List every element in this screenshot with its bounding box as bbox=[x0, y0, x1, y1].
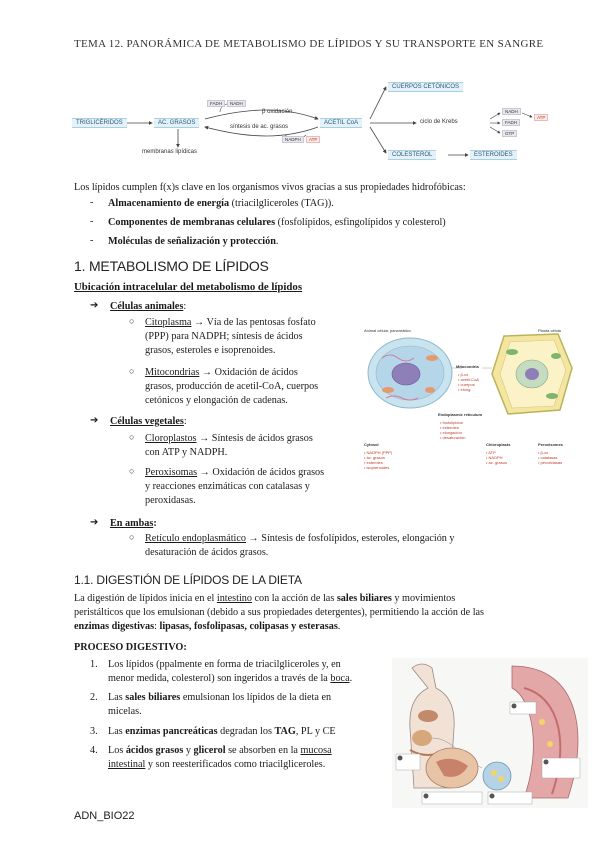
krebs-label: ciclo de Krebs bbox=[420, 119, 458, 125]
animal-cell-caption: Animal célula, pancreático bbox=[364, 328, 411, 333]
diagram-arrows bbox=[70, 75, 560, 175]
nadh-tag: NADH bbox=[227, 100, 246, 107]
digestion-figure bbox=[392, 658, 588, 808]
step-number: 1. bbox=[90, 659, 98, 670]
cloroplastos-item: Cloroplastos → Síntesis de ácidos grasos con ATP y NADPH. bbox=[145, 433, 313, 458]
vegetales-title: Células vegetales: bbox=[110, 416, 187, 427]
page-footer: ADN_BIO22 bbox=[74, 810, 135, 822]
bullet-3: Moléculas de señalización y protección. bbox=[108, 236, 279, 247]
er-tag: • fosfolípidos • esteroles • elongación • desaturación bbox=[440, 420, 466, 440]
circle-bullet-icon: ○ bbox=[129, 532, 135, 542]
step-1: Los lípidos (ppalmente en forma de triacilgliceroles y, en menor medida, colesterol) son ingeridos a través de la boca. bbox=[108, 659, 353, 684]
arrow-icon: ➔ bbox=[90, 415, 99, 426]
section-1-1-title: 1.1. DIGESTIÓN DE LÍPIDOS DE LA DIETA bbox=[74, 573, 302, 587]
digestion-illustration bbox=[392, 658, 588, 808]
gtp-tag: GTP bbox=[502, 130, 517, 137]
esteroides-box: ESTEROIDES bbox=[470, 150, 517, 160]
mito-caption: Mitocondria bbox=[456, 364, 479, 369]
section-1-title: 1. METABOLISMO DE LÍPIDOS bbox=[74, 258, 269, 274]
metabolism-diagram bbox=[70, 75, 560, 175]
bullet-2: Componentes de membranas celulares (fosfolípidos, esfingolípidos y colesterol) bbox=[108, 217, 446, 228]
step-3: Las enzimas pancreáticas degradan los TAG, PL y CE bbox=[108, 726, 336, 737]
sintesis-label: síntesis de ac. grasos bbox=[230, 124, 289, 130]
circle-bullet-icon: ○ bbox=[129, 366, 135, 376]
atp-tag-2: ATP bbox=[534, 114, 548, 121]
step-2: Las sales biliares emulsionan los lípidos de la dieta en micelas. bbox=[108, 692, 332, 717]
ac-grasos-box: AC. GRASOS bbox=[154, 118, 199, 128]
nadph-tag: NADPH bbox=[282, 136, 304, 143]
arrow-icon: ➔ bbox=[90, 300, 99, 311]
fadh-tag: FADH bbox=[207, 100, 225, 107]
acetil-coa-box: ACETIL CoA bbox=[320, 118, 362, 128]
circle-bullet-icon: ○ bbox=[129, 432, 135, 442]
bullet-1: Almacenamiento de energía (triacilgliceroles (TAG)). bbox=[108, 198, 334, 209]
bullet-dash: - bbox=[90, 235, 94, 246]
intro-text: Los lípidos cumplen f(x)s clave en los organismos vivos gracias a sus propiedades hidrofóbicas: bbox=[74, 182, 466, 193]
digestion-paragraph: La digestión de lípidos inicia en el intestino con la acción de las sales biliares y movimientos peristálticos que los emulsionan (debido a sus propiedades detergentes), permitiendo la acción de las enzimas digestivas: lipasas, fosfolipasas, colipasas y esterasas. bbox=[74, 593, 485, 632]
er-caption: Endoplasmic reticulum bbox=[438, 412, 483, 417]
beta-oxidacion-label: β oxidación bbox=[262, 109, 293, 115]
mitocondrias-item: Mitocondrias → Oxidación de ácidos grasos, producción de acetil-CoA, cuerpos cetónicos y elongación de cadenas. bbox=[145, 367, 319, 406]
ambas-title: En ambas: bbox=[110, 518, 157, 529]
citoplasma-item: Citoplasma → Vía de las pentosas fosfato (PPP) para NADPH; síntesis de ácidos grasos, esteroles e isoprenoides. bbox=[145, 317, 316, 356]
circle-bullet-icon: ○ bbox=[129, 316, 135, 326]
trigliceridos-box: TRIGLICÉRIDOS bbox=[72, 118, 127, 128]
animales-title: Células animales: bbox=[110, 301, 187, 312]
ubicacion-subtitle: Ubicación intracelular del metabolismo de lípidos bbox=[74, 281, 303, 293]
circle-bullet-icon: ○ bbox=[129, 466, 135, 476]
peroxisomas-item: Peroxisomas → Oxidación de ácidos grasos y reacciones enzimáticas con catalasas y peroxidasas. bbox=[145, 467, 325, 506]
membranas-label: membranas lipídicas bbox=[142, 149, 198, 155]
colesterol-box: COLESTEROL bbox=[388, 150, 436, 160]
plant-cell-caption: Planta célula bbox=[538, 328, 561, 333]
perox-caption: Peroxisomes bbox=[538, 442, 563, 447]
arrow-icon: ➔ bbox=[90, 517, 99, 528]
chloro-caption: Chloroplasts bbox=[486, 442, 511, 447]
bullet-dash: - bbox=[90, 197, 94, 208]
step-number: 2. bbox=[90, 692, 98, 703]
cuerpos-cetonicos-box: CUERPOS CETÓNICOS bbox=[388, 82, 463, 92]
cytosol-caption: Cytosol bbox=[364, 442, 379, 447]
step-number: 3. bbox=[90, 726, 98, 737]
reticulo-item: Retículo endoplasmático → Síntesis de fosfolípidos, esteroles, elongación y desaturación de ácidos grasos. bbox=[145, 533, 455, 558]
nadh-krebs-tag: NADH bbox=[502, 108, 521, 115]
fadh-krebs-tag: FADH bbox=[502, 119, 520, 126]
page-header: TEMA 12. PANORÁMICA DE METABOLISMO DE LÍPIDOS Y SU TRANSPORTE EN SANGRE bbox=[74, 38, 544, 50]
cytosol-tag: • NADPH (PPP) • ác. grasos • esteroles • isoprenoides bbox=[364, 450, 393, 470]
perox-tag: • β-ox • catalasas • peroxidasas bbox=[538, 450, 563, 465]
step-number: 4. bbox=[90, 745, 98, 756]
atp-tag-1: ATP bbox=[306, 136, 320, 143]
proceso-title: PROCESO DIGESTIVO: bbox=[74, 642, 187, 653]
bullet-dash: - bbox=[90, 216, 94, 227]
cell-figure bbox=[362, 328, 584, 486]
step-4: Los ácidos grasos y glicerol se absorben en la mucosa intestinal y son reesterificados como triacilgliceroles. bbox=[108, 745, 332, 770]
chloro-tag: • ATP • NADPH • ác. grasos bbox=[486, 450, 507, 465]
mito-tag: • β-ox • acetil-CoA • cuerpos • elong. bbox=[458, 372, 479, 392]
